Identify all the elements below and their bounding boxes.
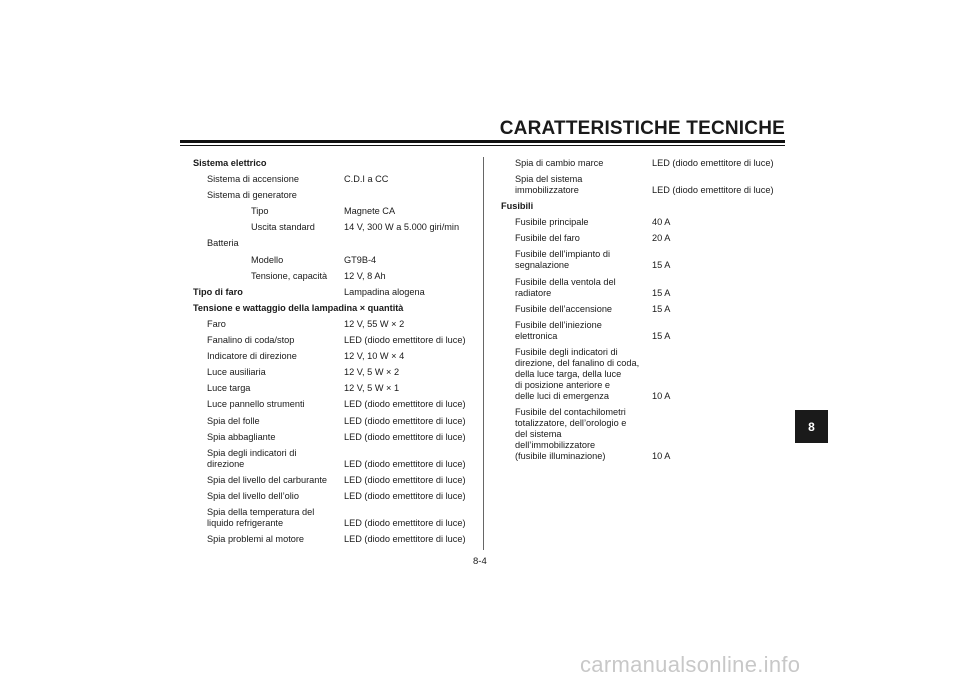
spec-value: 40 A [652,217,671,228]
spec-label: Indicatore di direzione [207,351,297,362]
spec-row [193,255,478,271]
column-divider [483,157,484,550]
spec-row [193,507,478,534]
spec-value: LED (diodo emettitore di luce) [344,431,466,442]
spec-column-right [501,158,791,467]
spec-label: Modello [251,254,284,265]
spec-label: Fusibile dell’impianto di segnalazione [515,249,610,271]
spec-value: LED (diodo emettitore di luce) [344,335,466,346]
spec-label: Tipo [251,206,269,217]
spec-row [501,277,791,304]
spec-value: LED (diodo emettitore di luce) [344,458,466,469]
spec-value: Lampadina alogena [344,286,425,297]
spec-label: Spia problemi al motore [207,534,305,545]
spec-row [501,304,791,320]
spec-row [501,201,791,217]
spec-label: Luce targa [207,383,251,394]
spec-value: 12 V, 10 W × 4 [344,351,405,362]
spec-label: Fusibili [501,201,534,212]
title-rule [180,140,785,143]
spec-label: Spia degli indicatori di direzione [207,447,297,469]
spec-row [501,249,791,276]
spec-row [193,335,478,351]
spec-row [193,271,478,287]
spec-label: Spia del sistema immobilizzatore [515,174,583,196]
spec-label: Tensione e wattaggio della lampadina × quantità [193,302,404,313]
watermark-text: carmanualsonline.info [580,652,801,677]
spec-label: Spia abbagliante [207,431,276,442]
spec-label: Fusibile dell’accensione [515,303,613,314]
spec-label: Spia del livello dell’olio [207,490,299,501]
spec-label: Tipo di faro [193,286,243,297]
spec-row [193,158,478,174]
spec-label: Tensione, capacità [251,270,328,281]
spec-value: 15 A [652,303,671,314]
spec-label: Luce ausiliaria [207,367,266,378]
spec-row [193,303,478,319]
spec-value: 14 V, 300 W a 5.000 giri/min [344,222,460,233]
spec-row [501,174,791,201]
spec-label: Spia del livello del carburante [207,474,328,485]
spec-value: LED (diodo emettitore di luce) [344,474,466,485]
page-number: 8-4 [473,556,487,567]
spec-value: LED (diodo emettitore di luce) [344,517,466,528]
spec-row [193,174,478,190]
spec-value: 12 V, 5 W × 1 [344,383,400,394]
spec-row [193,206,478,222]
spec-row [193,432,478,448]
spec-label: Fusibile del contachilometri totalizzatore, dell’orologio e del sistema dell’immobilizzatore (fusibile illuminazione) [515,406,627,461]
spec-value: 12 V, 5 W × 2 [344,367,400,378]
spec-label: Faro [207,318,226,329]
title-rule-thin [180,145,785,146]
chapter-tab[interactable]: 8 [795,410,828,443]
spec-row [193,491,478,507]
spec-label: Batteria [207,238,239,249]
spec-value: 12 V, 8 Ah [344,270,386,281]
spec-label: Sistema di generatore [207,190,297,201]
spec-row [193,190,478,206]
spec-row [501,407,791,467]
spec-row [501,347,791,407]
spec-row [193,319,478,335]
spec-value: LED (diodo emettitore di luce) [344,415,466,426]
spec-value: 12 V, 55 W × 2 [344,318,405,329]
spec-label: Fanalino di coda/stop [207,335,295,346]
spec-label: Spia del folle [207,415,260,426]
spec-value: 15 A [652,260,671,271]
spec-row [193,416,478,432]
spec-label: Luce pannello strumenti [207,399,305,410]
spec-row [501,320,791,347]
spec-row [193,399,478,415]
spec-value: LED (diodo emettitore di luce) [344,399,466,410]
page-title: CARATTERISTICHE TECNICHE [499,118,785,139]
spec-row [193,475,478,491]
spec-column-left [193,158,478,550]
spec-value: LED (diodo emettitore di luce) [344,490,466,501]
spec-label: Uscita standard [251,222,315,233]
spec-value: 10 A [652,450,671,461]
spec-value: C.D.I a CC [344,174,389,185]
spec-label: Spia di cambio marce [515,158,604,168]
spec-row [501,233,791,249]
spec-value: 10 A [652,390,671,401]
spec-value: 15 A [652,287,671,298]
spec-row [501,158,791,174]
spec-row [193,448,478,475]
spec-row [501,217,791,233]
spec-row [193,367,478,383]
spec-value: GT9B-4 [344,254,377,265]
spec-row [193,534,478,550]
spec-label: Fusibile della ventola del radiatore [515,276,616,298]
spec-value: Magnete CA [344,206,396,217]
spec-label: Spia della temperatura del liquido refrigerante [207,506,315,528]
spec-value: LED (diodo emettitore di luce) [344,534,466,545]
spec-label: Sistema di accensione [207,174,299,185]
spec-label: Fusibile dell’iniezione elettronica [515,319,602,341]
spec-row [193,383,478,399]
spec-value: LED (diodo emettitore di luce) [652,158,774,168]
spec-row [193,287,478,303]
spec-value: LED (diodo emettitore di luce) [652,185,774,196]
spec-row [193,238,478,254]
spec-row [193,351,478,367]
spec-label: Fusibile del faro [515,233,580,244]
spec-label: Fusibile principale [515,217,589,228]
spec-label: Fusibile degli indicatori di direzione, del fanalino di coda, della luce targa, della luce di posizione anteriore e delle luci di emergenza [515,346,640,401]
spec-value: 15 A [652,330,671,341]
spec-label: Sistema elettrico [193,158,267,168]
spec-row [193,222,478,238]
spec-value: 20 A [652,233,671,244]
